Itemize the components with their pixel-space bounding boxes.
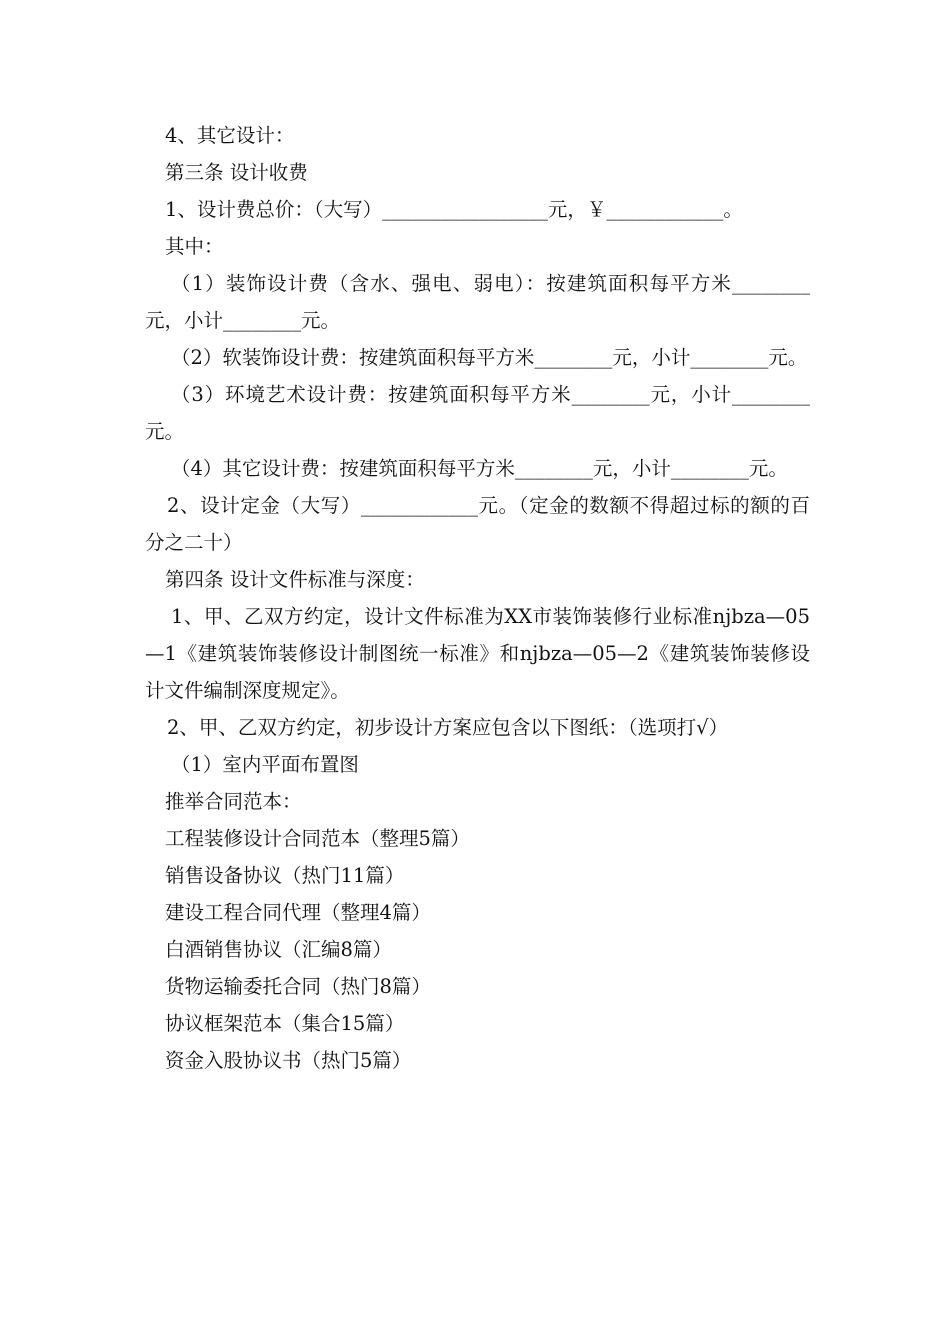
recommended-link[interactable]: 建设工程合同代理（整理4篇） (165, 901, 431, 924)
design-fee-total: 1、设计费总价：（大写）_________________元，￥____________。 (165, 198, 743, 221)
recommended-link[interactable]: 工程装修设计合同范本（整理5篇） (165, 827, 470, 850)
article-four-heading: 第四条 设计文件标准与深度： (165, 568, 425, 591)
environmental-art-design-fee: （3）环境艺术设计费：按建筑面积每平方米________元，小计________元。 (145, 383, 810, 443)
recommended-list (145, 820, 810, 1079)
floor-plan-item: （1）室内平面布置图 (171, 753, 359, 776)
recommended-heading: 推举合同范本： (165, 790, 302, 813)
design-deposit: 2、设计定金（大写）____________元。（定金的数额不得超过标的额的百分之二十） (145, 494, 810, 554)
recommended-link[interactable]: 资金入股协议书（热门5篇） (165, 1049, 412, 1072)
of-which-label: 其中： (165, 235, 224, 258)
document-body (145, 117, 810, 1079)
standard-agreement-clause: 1、甲、乙双方约定，设计文件标准为XX市装饰装修行业标准njbza—05—1《建筑装饰装修设计制图统一标准》和njbza—05—2《建筑装饰装修设计文件编制深度规定》。 (145, 605, 810, 702)
drawings-agreement-clause: 2、甲、乙双方约定，初步设计方案应包含以下图纸：（选项打√） (167, 716, 729, 739)
recommended-link[interactable]: 协议框架范本（集合15篇） (165, 1012, 405, 1035)
decoration-design-fee: （1）装饰设计费（含水、强电、弱电）：按建筑面积每平方米________元，小计________元。 (145, 272, 810, 332)
other-design-fee: （4）其它设计费：按建筑面积每平方米________元，小计________元。 (171, 457, 788, 480)
article-three-heading: 第三条 设计收费 (165, 161, 308, 184)
recommended-link[interactable]: 白酒销售协议（汇编8篇） (165, 938, 392, 961)
soft-decoration-design-fee: （2）软装饰设计费：按建筑面积每平方米________元，小计________元。 (171, 346, 808, 369)
recommended-link[interactable]: 货物运输委托合同（热门8篇） (165, 975, 431, 998)
clause-other-design: 4、其它设计： (165, 124, 295, 147)
recommended-link[interactable]: 销售设备协议（热门11篇） (165, 864, 405, 887)
